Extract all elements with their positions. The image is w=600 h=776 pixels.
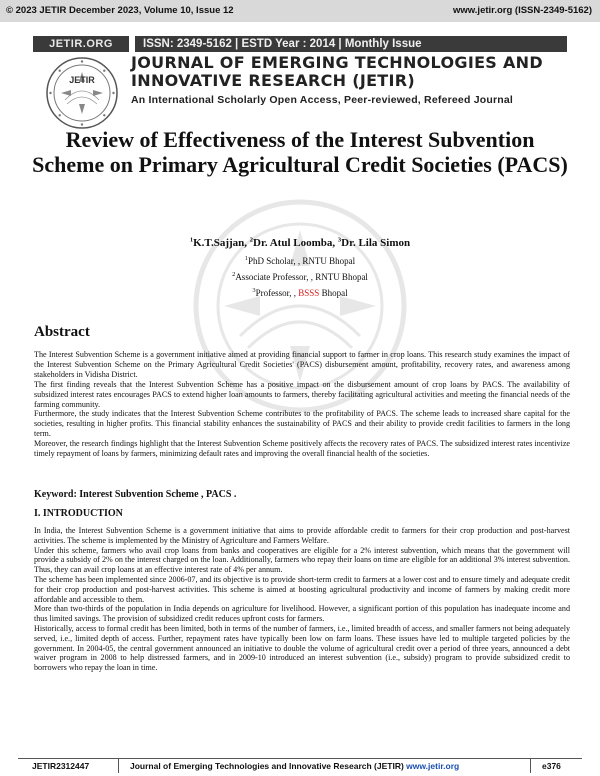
- author-name: Dr. Atul Loomba,: [253, 237, 338, 249]
- author-sup: 1: [189, 236, 194, 244]
- journal-name: [131, 54, 543, 90]
- author-sup: 2: [249, 236, 254, 244]
- seal-text: JETIR: [69, 75, 95, 85]
- author-name: Dr. Lila Simon: [341, 237, 411, 249]
- footer-paper-id: JETIR2312447: [32, 761, 90, 771]
- journal-masthead: [33, 36, 567, 112]
- jetir-seal-logo: [45, 56, 119, 130]
- intro-paragraph: In India, the Interest Subvention Scheme is a government initiative that aims to provide affordable credit to farmers for their crop production and post-harvest activities. The scheme is implemented by the Ministry of Agriculture and Farmers Welfare.: [34, 526, 570, 545]
- abstract-paragraph: Furthermore, the study indicates that the Interest Subvention Scheme contributes to the profitability of PACS. The scheme leads to increased share capital for the societies, resulting in higher profits. This financial stability enhances the sustainability of PACS and their ability to provide credit facilities to farmers in the long term.: [34, 409, 570, 439]
- abstract-heading: Abstract: [34, 324, 90, 340]
- abstract-paragraph: The Interest Subvention Scheme is a government initiative aimed at providing financial support to farmer in crop loans. This research study examines the impact of the Interest Subvention Scheme on the Primary Agricultural Credit Societies' (PACS) disbursement amount, profitability, recovery rates, and awareness among stakeholders in Vidisha District.: [34, 350, 570, 379]
- issn-bar: ISSN: 2349-5162 | ESTD Year : 2014 | Monthly Issue: [135, 36, 567, 52]
- footer-divider: [530, 759, 531, 773]
- footer-journal: Journal of Emerging Technologies and Innovative Research (JETIR) www.jetir.org: [130, 761, 460, 771]
- intro-paragraph: Historically, access to formal credit has been limited, both in terms of the number of farmers, i.e., limited breadth of access, and smaller farmers not being adequately served, i.e., limited depth of access. Further, repayment rates have typically been low on farm loans. These issues have led to multiple targeted policies by the government. In 2004-05, the central government announced an initiative to double the volume of agricultural credit over a period of three years, announced a debt waiver program in 2008 to help distressed farmers, and in 2009-10 introduced an interest subvention (i.e., subsidy) program to provide subsidized credit to borrowers who repay the loan in time.: [34, 623, 570, 673]
- journal-name-line1: JOURNAL OF EMERGING TECHNOLOGIES AND: [131, 53, 543, 72]
- header-issue-info: © 2023 JETIR December 2023, Volume 10, Issue 12: [6, 5, 234, 16]
- author-list: [0, 237, 600, 249]
- page-header: [0, 0, 600, 22]
- keywords: Keyword: Interest Subvention Scheme , PACS .: [34, 489, 237, 500]
- header-journal-url: www.jetir.org (ISSN-2349-5162): [452, 5, 592, 16]
- abstract-body: [34, 350, 570, 459]
- author-sup: 3: [337, 236, 342, 244]
- abstract-paragraph: Moreover, the research findings highlight that the Interest Subvention Scheme positively affects the recovery rates of PACS. The subsidized interest rates incentivize timely repayment of loans by farmers, minimizing default rates and improving the overall financial health of the societies.: [34, 439, 570, 459]
- affiliation-3: $^3$Professor, , BSSS Bhopal: [252, 287, 348, 298]
- author-name: K.T.Sajjan,: [193, 237, 250, 249]
- footer-page-number: e376: [542, 761, 561, 771]
- footer-divider: [118, 759, 119, 773]
- footer-url-link[interactable]: www.jetir.org: [406, 761, 460, 771]
- journal-subtitle: An International Scholarly Open Access, Peer-reviewed, Refereed Journal: [131, 94, 514, 106]
- intro-paragraph: More than two-thirds of the population in India depends on agriculture for livelihood. However, a significant portion of this population has inadequate income and thus limited savings. The provision of subsidized credit reduces upfront costs for farmers.: [34, 604, 570, 624]
- logo-tag: JETIR.ORG: [33, 36, 129, 52]
- paper-title: Review of Effectiveness of the Interest Subvention Scheme on Primary Agricultural Credit Societies (PACS): [32, 127, 568, 177]
- introduction-body: [34, 526, 570, 673]
- highlighted-institution: BSSS: [298, 288, 320, 298]
- affiliation-1: $^1$PhD Scholar, , RNTU Bhopal: [244, 255, 356, 266]
- abstract-paragraph: The first finding reveals that the Interest Subvention Scheme has a positive impact on the disbursement amount of crop loans by PACS. The availability of subsidized interest rates encourages PACS to extend higher loan amounts to farmers, thereby facilitating agricultural activities and meeting the financial needs of the farming community.: [34, 379, 570, 409]
- intro-paragraph: The scheme has been implemented since 2006-07, and its objective is to provide short-term credit to farmers at a lower cost and to ensure timely and adequate credit for their crop production and post-harvest activities. This scheme is aimed at boosting agricultural productivity and income of farmers by making credit more affordable and accessible to them.: [34, 574, 570, 604]
- intro-paragraph: Under this scheme, farmers who avail crop loans from banks and cooperatives are eligible for a 2% interest subvention, which means that the government will provide a subsidy of 2% on the interest charged on the loan. Additionally, farmers who repay their loans on time are eligible for an additional 3% interest subvention. Thus, they can avail crop loans at an effective interest rate of 4% per annum.: [34, 545, 570, 575]
- page-footer: [18, 758, 582, 773]
- affiliation-2: $^2$Associate Professor, , RNTU Bhopal: [232, 271, 368, 282]
- journal-name-line2: INNOVATIVE RESEARCH (JETIR): [131, 71, 415, 90]
- introduction-heading: I. INTRODUCTION: [34, 508, 123, 519]
